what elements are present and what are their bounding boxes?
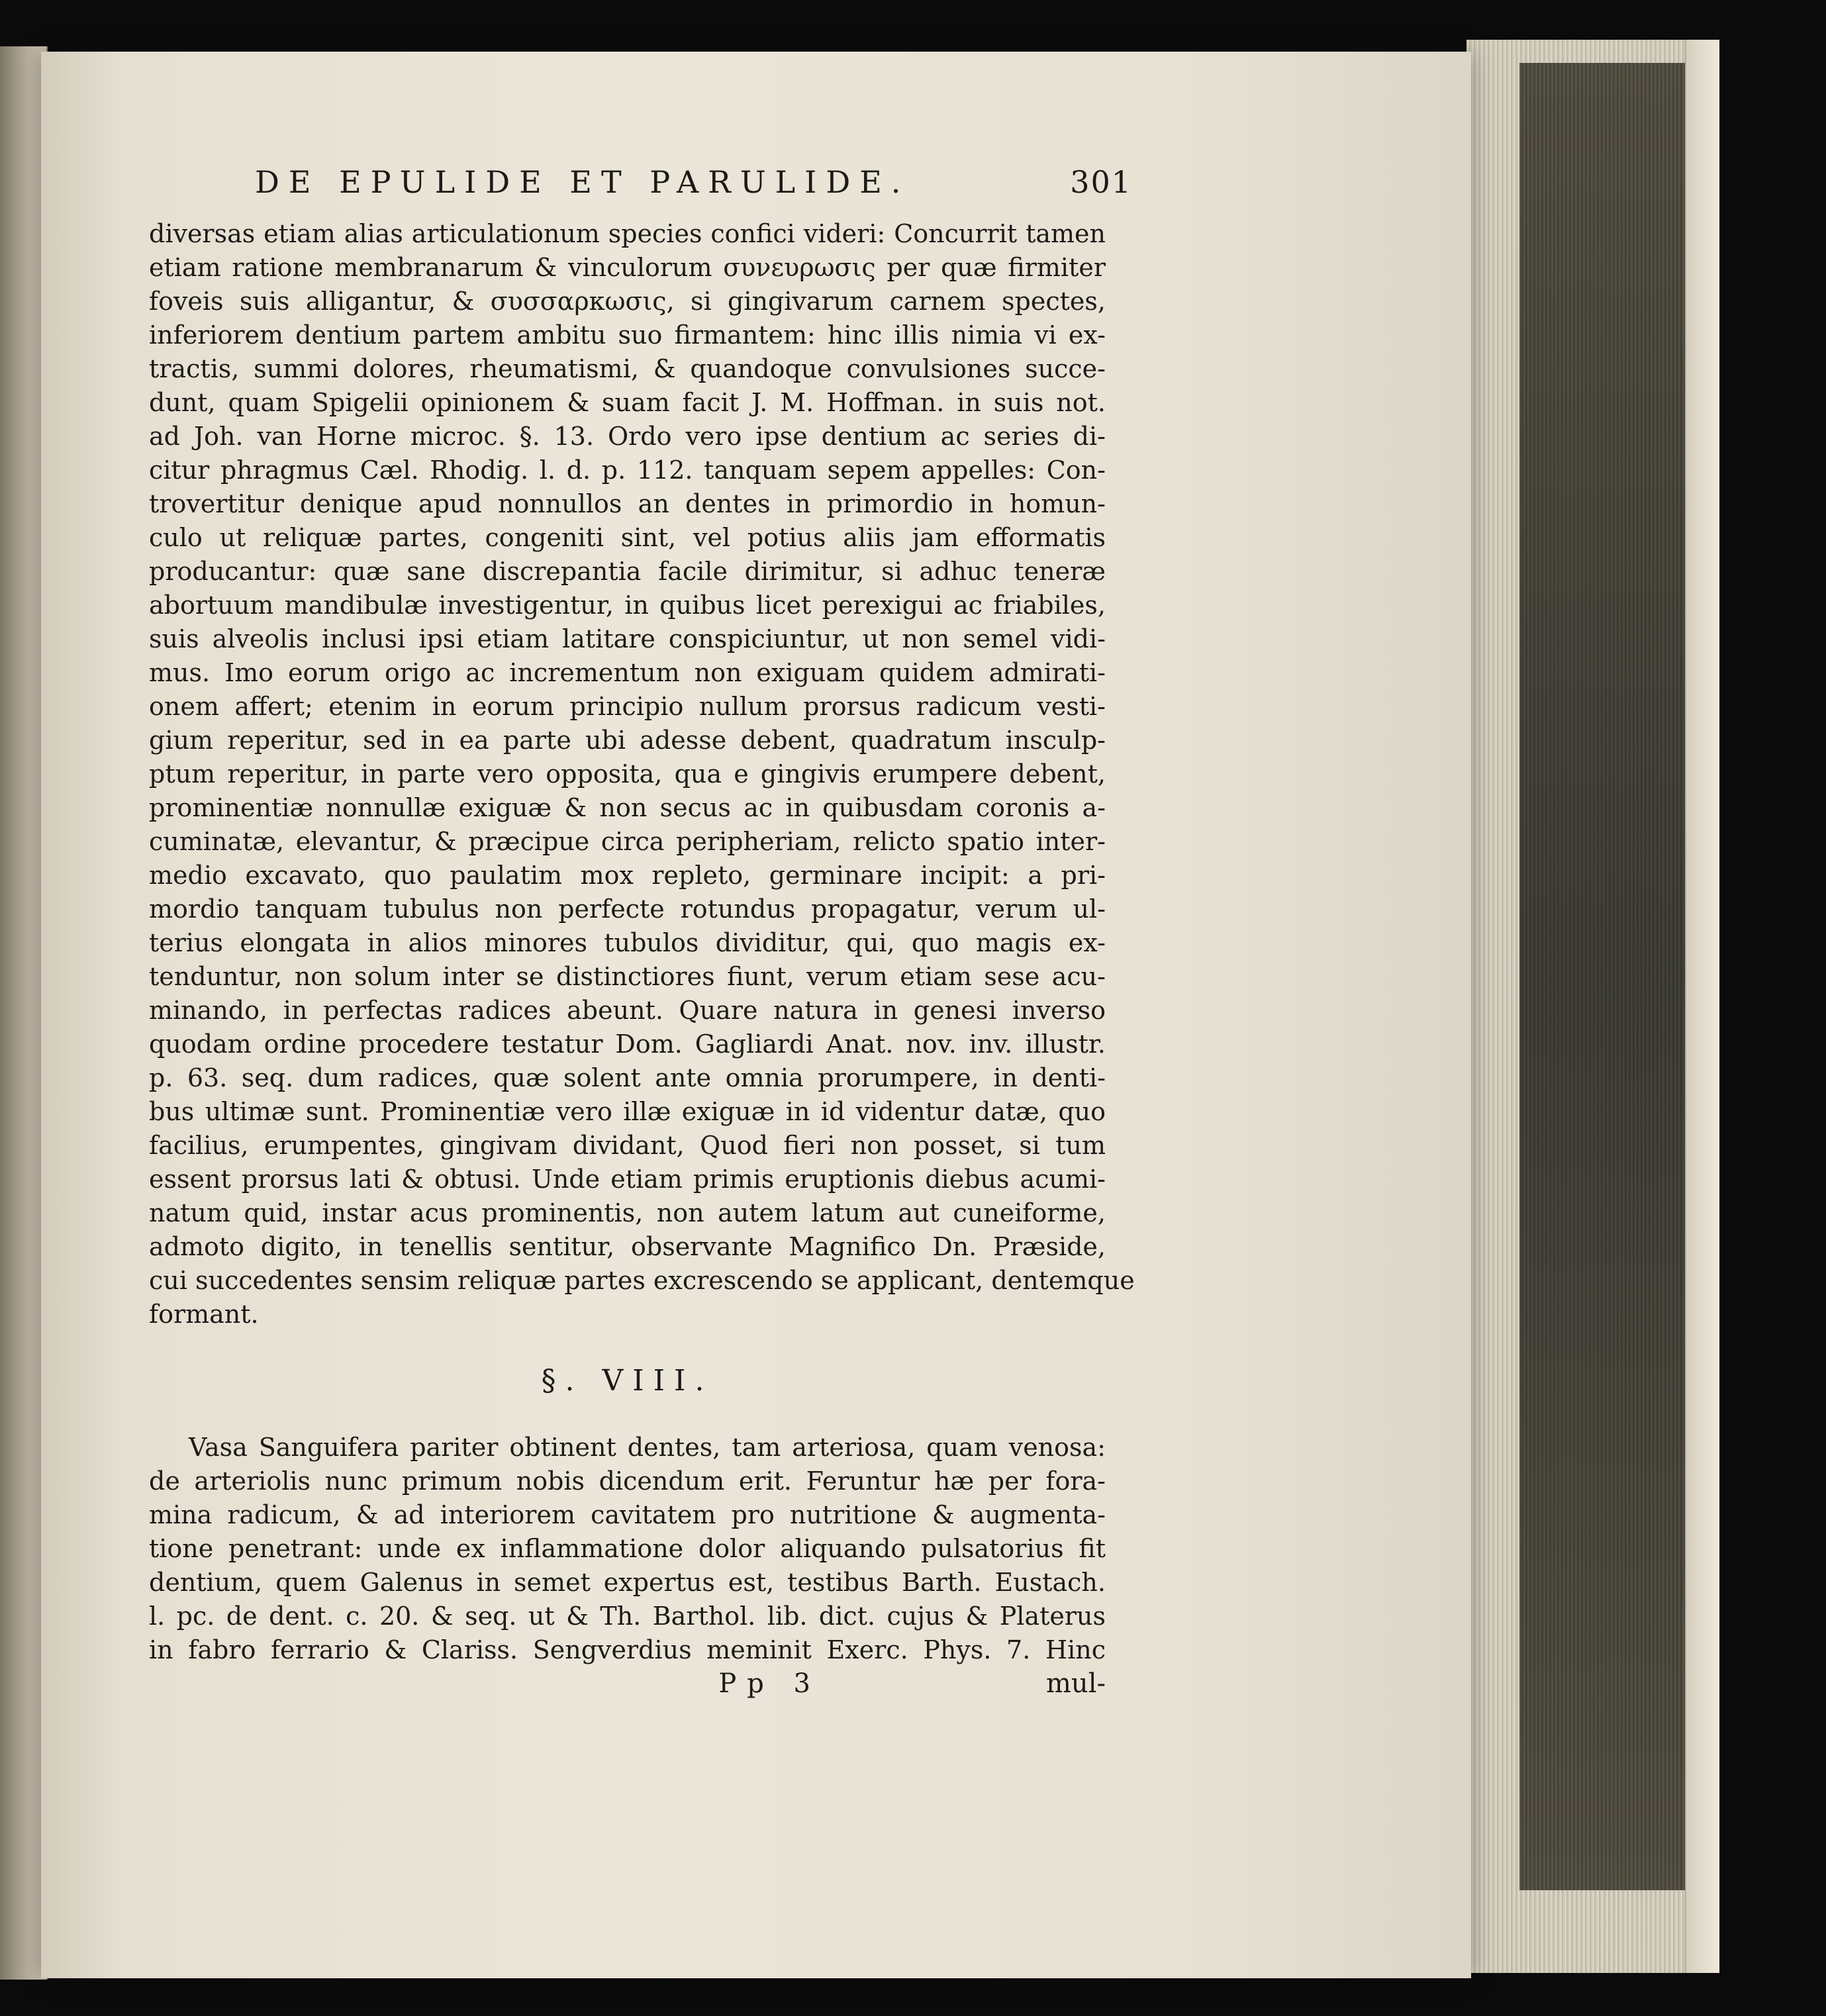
text-line: mus. Imo eorum origo ac incrementum non exiguam quidem admirati- xyxy=(149,658,1106,687)
text-line: p. 63. seq. dum radices, quæ solent ante omnia prorumpere, in denti- xyxy=(149,1063,1106,1092)
text-line: ptum reperitur, in parte vero opposita, qua e gingivis erumpere debent, xyxy=(149,759,1106,789)
book-page-stack xyxy=(1519,63,1685,1890)
text-line: Vasa Sanguifera pariter obtinent dentes, tam arteriosa, quam venosa: xyxy=(189,1433,1106,1462)
section-heading: §. VIII. xyxy=(541,1364,714,1398)
book-cover-edge xyxy=(1685,40,1719,1973)
text-line: producantur: quæ sane discrepantia facile dirimitur, si adhuc teneræ xyxy=(149,557,1106,586)
text-line: suis alveolis inclusi ipsi etiam latitare conspiciuntur, ut non semel vidi- xyxy=(149,624,1106,653)
text-line: citur phragmus Cæl. Rhodig. l. d. p. 112. tanquam sepem appelles: Con- xyxy=(149,456,1106,485)
text-line: medio excavato, quo paulatim mox repleto, germinare incipit: a pri- xyxy=(149,861,1106,890)
text-line: diversas etiam alias articulationum species confici videri: Concurrit tamen xyxy=(149,219,1106,248)
text-line: bus ultimæ sunt. Prominentiæ vero illæ exiguæ in id videntur datæ, quo xyxy=(149,1097,1106,1126)
text-line: mina radicum, & ad interiorem cavitatem pro nutritione & augmenta- xyxy=(149,1500,1106,1529)
text-line: terius elongata in alios minores tubulos dividitur, qui, quo magis ex- xyxy=(149,928,1106,957)
text-line: in fabro ferrario & Clariss. Sengverdius meminit Exerc. Phys. 7. Hinc xyxy=(149,1635,1106,1664)
paragraph-2 xyxy=(149,1431,1106,1667)
text-line: minando, in perfectas radices abeunt. Quare natura in genesi inverso xyxy=(149,996,1106,1025)
text-line: l. pc. de dent. c. 20. & seq. ut & Th. Barthol. lib. dict. cujus & Platerus xyxy=(149,1602,1106,1631)
running-head xyxy=(255,164,1132,217)
text-line: etiam ratione membranarum & vinculorum συνευρωσις per quæ firmiter xyxy=(149,253,1106,282)
text-line: quodam ordine procedere testatur Dom. Gagliardi Anat. nov. inv. illustr. xyxy=(149,1030,1106,1059)
text-line: tractis, summi dolores, rheumatismi, & quandoque convulsiones succe- xyxy=(149,354,1106,383)
text-line: tione penetrant: unde ex inflammatione dolor aliquando pulsatorius fit xyxy=(149,1534,1106,1563)
text-line: ad Joh. van Horne microc. §. 13. Ordo vero ipse dentium ac series di- xyxy=(149,422,1106,451)
text-line: foveis suis alligantur, & συσσαρκωσις, si gingivarum carnem spectes, xyxy=(149,287,1106,316)
signature-mark: Pp 3 xyxy=(718,1668,821,1699)
text-line: abortuum mandibulæ investigentur, in quibus licet perexigui ac friabiles, xyxy=(149,591,1106,620)
text-line: natum quid, instar acus prominentis, non autem latum aut cuneiforme, xyxy=(149,1198,1106,1227)
text-line: de arteriolis nunc primum nobis dicendum erit. Feruntur hæ per fora- xyxy=(149,1466,1106,1496)
text-line: dentium, quem Galenus in semet expertus est, testibus Barth. Eustach. xyxy=(149,1568,1106,1597)
text-line: mordio tanquam tubulus non perfecte rotundus propagatur, verum ul- xyxy=(149,894,1106,924)
text-line: tenduntur, non solum inter se distinctiores fiunt, verum etiam sese acu- xyxy=(149,962,1106,991)
text-line: cui succedentes sensim reliquæ partes excrescendo se applicant, dentemque xyxy=(149,1266,1135,1295)
catchword: mul- xyxy=(1046,1668,1106,1699)
text-line: facilius, erumpentes, gingivam dividant, Quod fieri non posset, si tum xyxy=(149,1131,1106,1160)
page-number: 301 xyxy=(1070,164,1132,200)
text-line: trovertitur denique apud nonnullos an dentes in primordio in homun- xyxy=(149,489,1106,518)
text-line: formant. xyxy=(149,1300,259,1329)
text-line: admoto digito, in tenellis sentitur, observante Magnifico Dn. Præside, xyxy=(149,1232,1106,1261)
page-footer xyxy=(149,1667,1106,1701)
paragraph-1 xyxy=(149,217,1135,1331)
text-line: prominentiæ nonnullæ exiguæ & non secus ac in quibusdam coronis a- xyxy=(149,793,1106,822)
running-head-title: DE EPULIDE ET PARULIDE. xyxy=(255,164,910,200)
text-line: essent prorsus lati & obtusi. Unde etiam primis eruptionis diebus acumi- xyxy=(149,1165,1106,1194)
text-line: dunt, quam Spigelii opinionem & suam facit J. M. Hoffman. in suis not. xyxy=(149,388,1106,417)
text-line: inferiorem dentium partem ambitu suo firmantem: hinc illis nimia vi ex- xyxy=(149,320,1106,350)
text-line: onem affert; etenim in eorum principio nullum prorsus radicum vesti- xyxy=(149,692,1106,721)
text-line: culo ut reliquæ partes, congeniti sint, vel potius aliis jam efformatis xyxy=(149,523,1106,552)
text-line: cuminatæ, elevantur, & præcipue circa peripheriam, relicto spatio inter- xyxy=(149,827,1106,856)
text-line: gium reperitur, sed in ea parte ubi adesse debent, quadratum insculp- xyxy=(149,726,1106,755)
page-text xyxy=(149,164,1135,1701)
